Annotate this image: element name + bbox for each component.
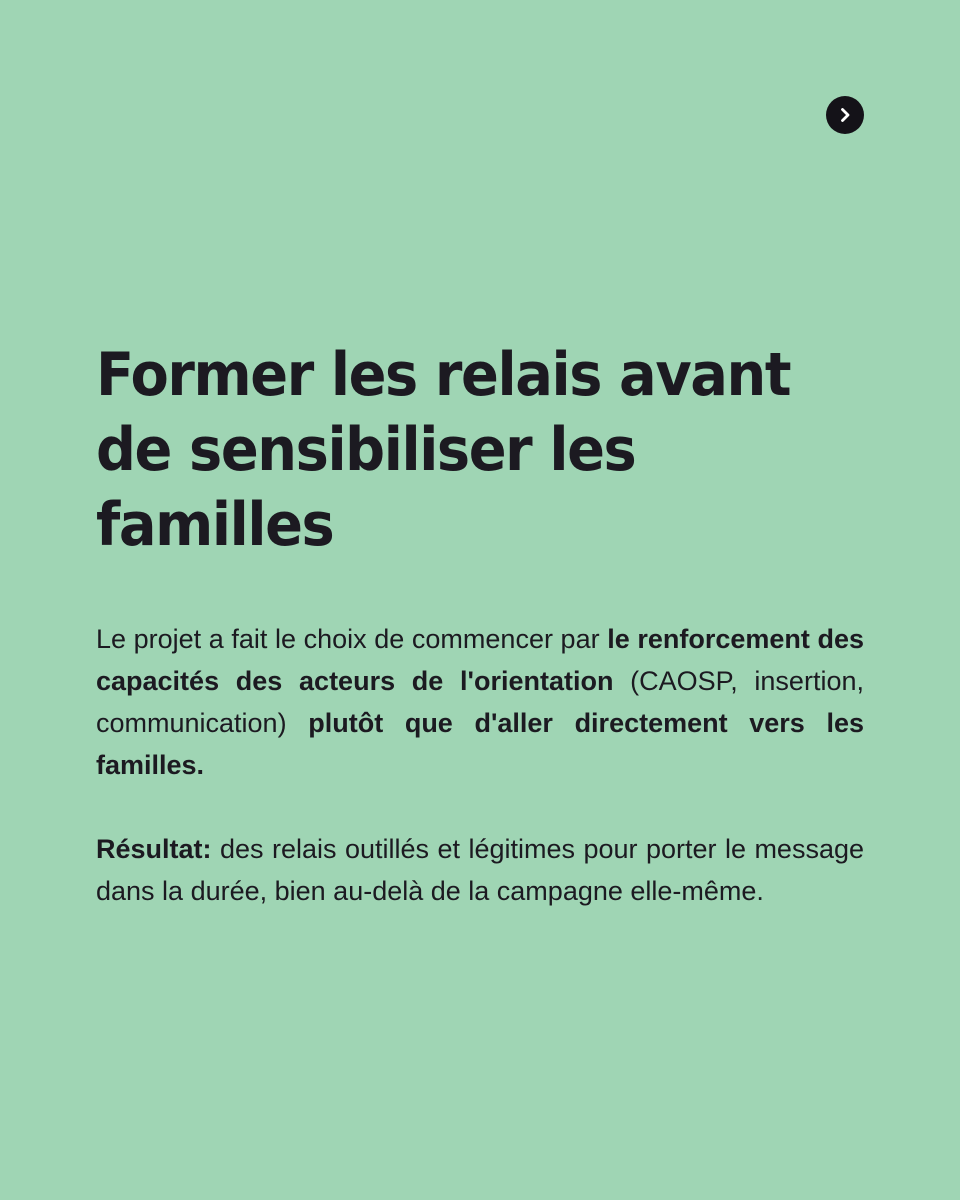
- next-slide-button[interactable]: [826, 96, 864, 134]
- slide-title: Former les relais avant de sensibiliser les familles: [96, 340, 791, 560]
- chevron-right-icon: [837, 107, 853, 123]
- slide-content: [96, 338, 864, 912]
- approach-highlight-text: le renforcement des capacités des acteurs de l'orientation: [96, 624, 865, 696]
- body-paragraph-approach: [96, 618, 864, 786]
- result-text: des relais outillés et légitimes pour porter le message dans la durée, bien au-delà de la campagne elle-même.: [96, 834, 864, 906]
- approach-middle-text: (CAOSP, insertion, communication): [96, 666, 864, 738]
- approach-conclusion-text: plutôt que d'aller directement vers les familles.: [96, 708, 864, 780]
- result-label: Résultat:: [96, 834, 212, 864]
- approach-intro-text: Le projet a fait le choix de commencer par: [96, 624, 608, 654]
- body-paragraph-result: [96, 828, 864, 912]
